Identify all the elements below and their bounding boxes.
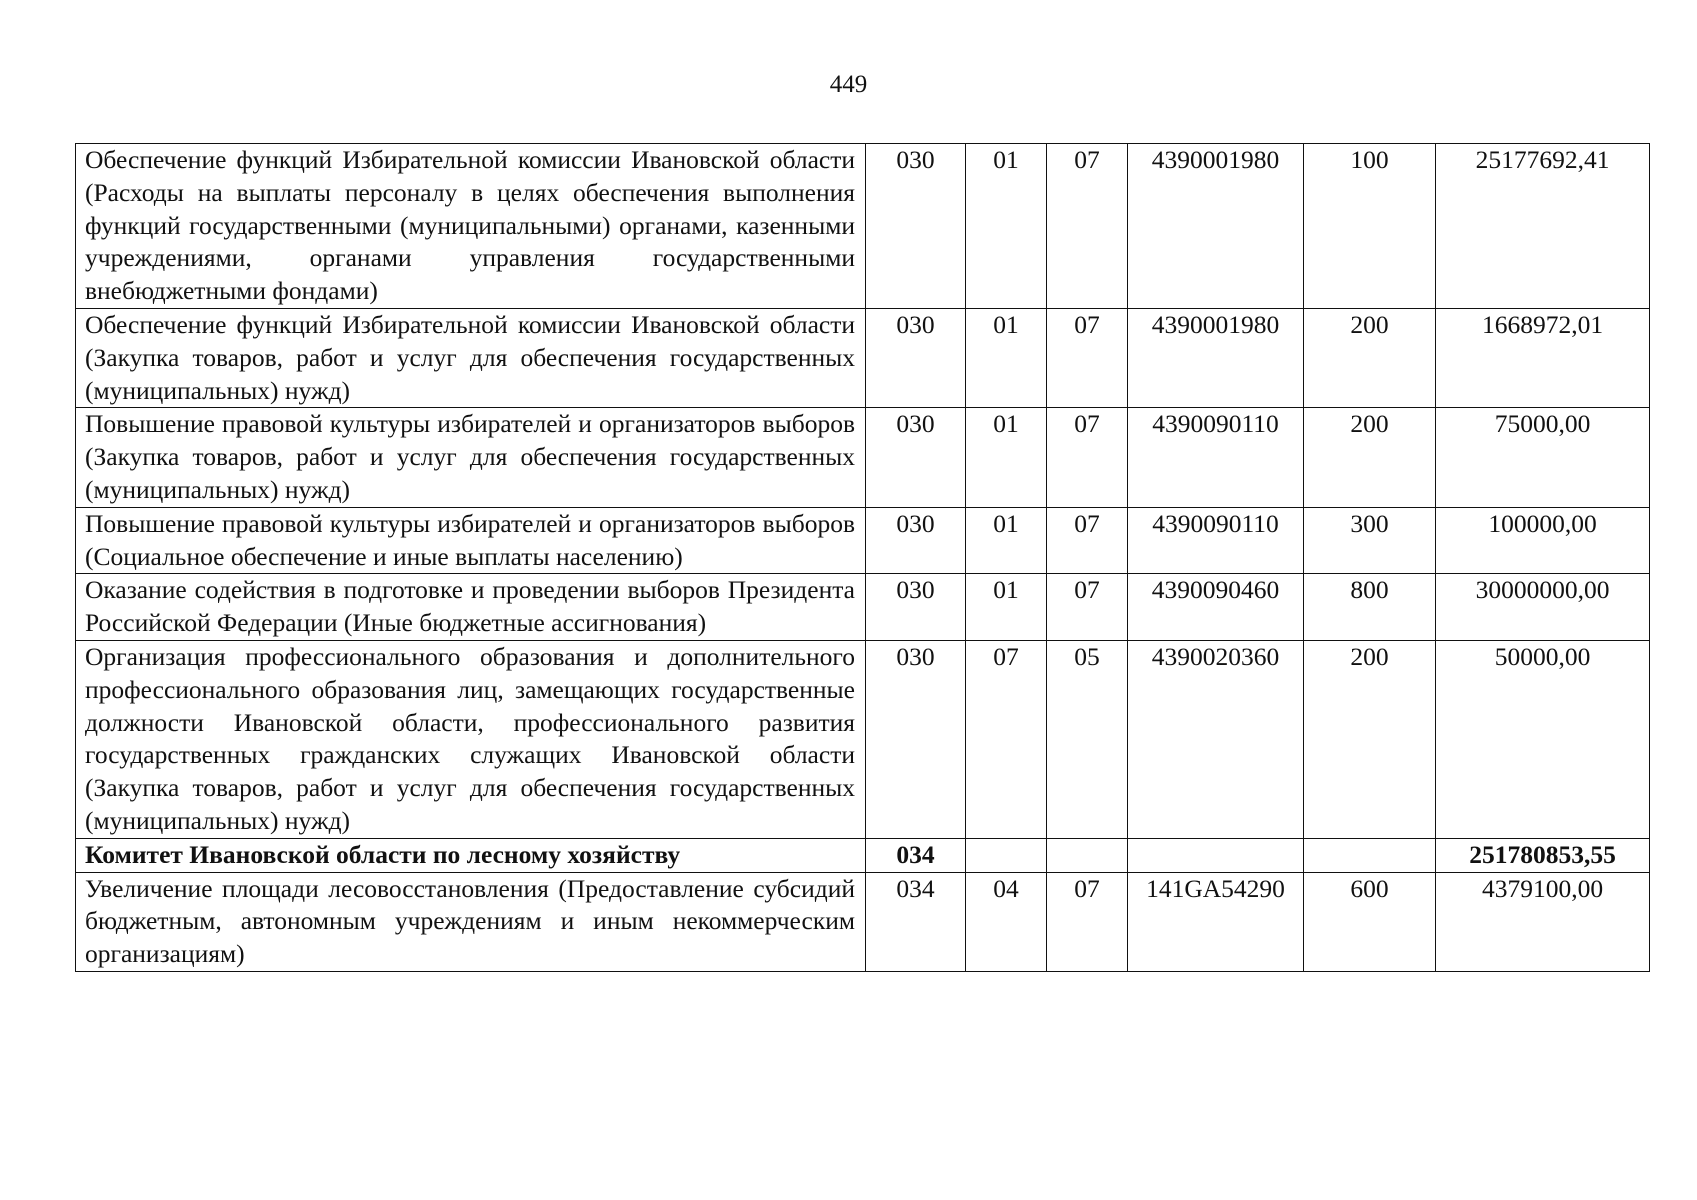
row-section-code: 07 (966, 640, 1047, 838)
row-expense-type: 300 (1304, 507, 1436, 574)
row-ministry-code: 030 (866, 507, 966, 574)
table-row (76, 838, 1650, 872)
row-target-article: 4390090110 (1128, 507, 1304, 574)
row-section-code: 01 (966, 507, 1047, 574)
row-ministry-code: 034 (866, 872, 966, 971)
row-section-code: 01 (966, 408, 1047, 507)
row-amount: 75000,00 (1436, 408, 1650, 507)
row-ministry-code: 030 (866, 308, 966, 407)
row-target-article (1128, 838, 1304, 872)
row-description: Комитет Ивановской области по лесному хозяйству (76, 838, 866, 872)
row-amount: 25177692,41 (1436, 144, 1650, 309)
row-ministry-code: 030 (866, 144, 966, 309)
row-expense-type: 200 (1304, 408, 1436, 507)
row-subsection-code (1047, 838, 1128, 872)
row-ministry-code: 030 (866, 408, 966, 507)
row-target-article: 4390001980 (1128, 308, 1304, 407)
row-section-code (966, 838, 1047, 872)
row-subsection-code: 07 (1047, 408, 1128, 507)
row-expense-type: 800 (1304, 574, 1436, 641)
row-section-code: 01 (966, 574, 1047, 641)
row-amount: 50000,00 (1436, 640, 1650, 838)
row-subsection-code: 07 (1047, 308, 1128, 407)
budget-table-body (76, 144, 1650, 972)
row-target-article: 4390090460 (1128, 574, 1304, 641)
row-description: Организация профессионального образования и дополнительного профессионального образования лиц, замещающих государственные должности Ивановской области, профессионального развития государственных гражданских служащих Ивановской области (Закупка товаров, работ и услуг для обеспечения государственных (муниципальных) нужд) (76, 640, 866, 838)
row-expense-type: 200 (1304, 308, 1436, 407)
row-expense-type (1304, 838, 1436, 872)
row-target-article: 141GA54290 (1128, 872, 1304, 971)
row-description: Увеличение площади лесовосстановления (Предоставление субсидий бюджетным, автономным учреждениям и иным некоммерческим организациям) (76, 872, 866, 971)
table-row (76, 408, 1650, 507)
row-section-code: 01 (966, 308, 1047, 407)
row-target-article: 4390001980 (1128, 144, 1304, 309)
table-row (76, 144, 1650, 309)
row-amount: 30000000,00 (1436, 574, 1650, 641)
row-amount: 1668972,01 (1436, 308, 1650, 407)
row-description: Обеспечение функций Избирательной комиссии Ивановской области (Расходы на выплаты персоналу в целях обеспечения выполнения функций государственными (муниципальными) органами, казенными учреждениями, органами управления государственными внебюджетными фондами) (76, 144, 866, 309)
row-amount: 251780853,55 (1436, 838, 1650, 872)
row-expense-type: 100 (1304, 144, 1436, 309)
row-ministry-code: 034 (866, 838, 966, 872)
row-description: Обеспечение функций Избирательной комиссии Ивановской области (Закупка товаров, работ и услуг для обеспечения государственных (муниципальных) нужд) (76, 308, 866, 407)
table-row (76, 308, 1650, 407)
table-row (76, 574, 1650, 641)
row-target-article: 4390090110 (1128, 408, 1304, 507)
row-target-article: 4390020360 (1128, 640, 1304, 838)
row-subsection-code: 07 (1047, 872, 1128, 971)
row-expense-type: 600 (1304, 872, 1436, 971)
row-description: Повышение правовой культуры избирателей и организаторов выборов (Социальное обеспечение и иные выплаты населению) (76, 507, 866, 574)
row-section-code: 04 (966, 872, 1047, 971)
row-section-code: 01 (966, 144, 1047, 309)
table-row (76, 640, 1650, 838)
page-number: 449 (829, 71, 868, 98)
row-subsection-code: 07 (1047, 144, 1128, 309)
table-row (76, 507, 1650, 574)
row-subsection-code: 07 (1047, 574, 1128, 641)
budget-table (75, 143, 1650, 972)
row-amount: 100000,00 (1436, 507, 1650, 574)
table-row (76, 872, 1650, 971)
row-amount: 4379100,00 (1436, 872, 1650, 971)
row-ministry-code: 030 (866, 640, 966, 838)
row-description: Оказание содействия в подготовке и проведении выборов Президента Российской Федерации (Иные бюджетные ассигнования) (76, 574, 866, 641)
row-expense-type: 200 (1304, 640, 1436, 838)
row-subsection-code: 05 (1047, 640, 1128, 838)
row-description: Повышение правовой культуры избирателей и организаторов выборов (Закупка товаров, работ и услуг для обеспечения государственных (муниципальных) нужд) (76, 408, 866, 507)
row-ministry-code: 030 (866, 574, 966, 641)
row-subsection-code: 07 (1047, 507, 1128, 574)
